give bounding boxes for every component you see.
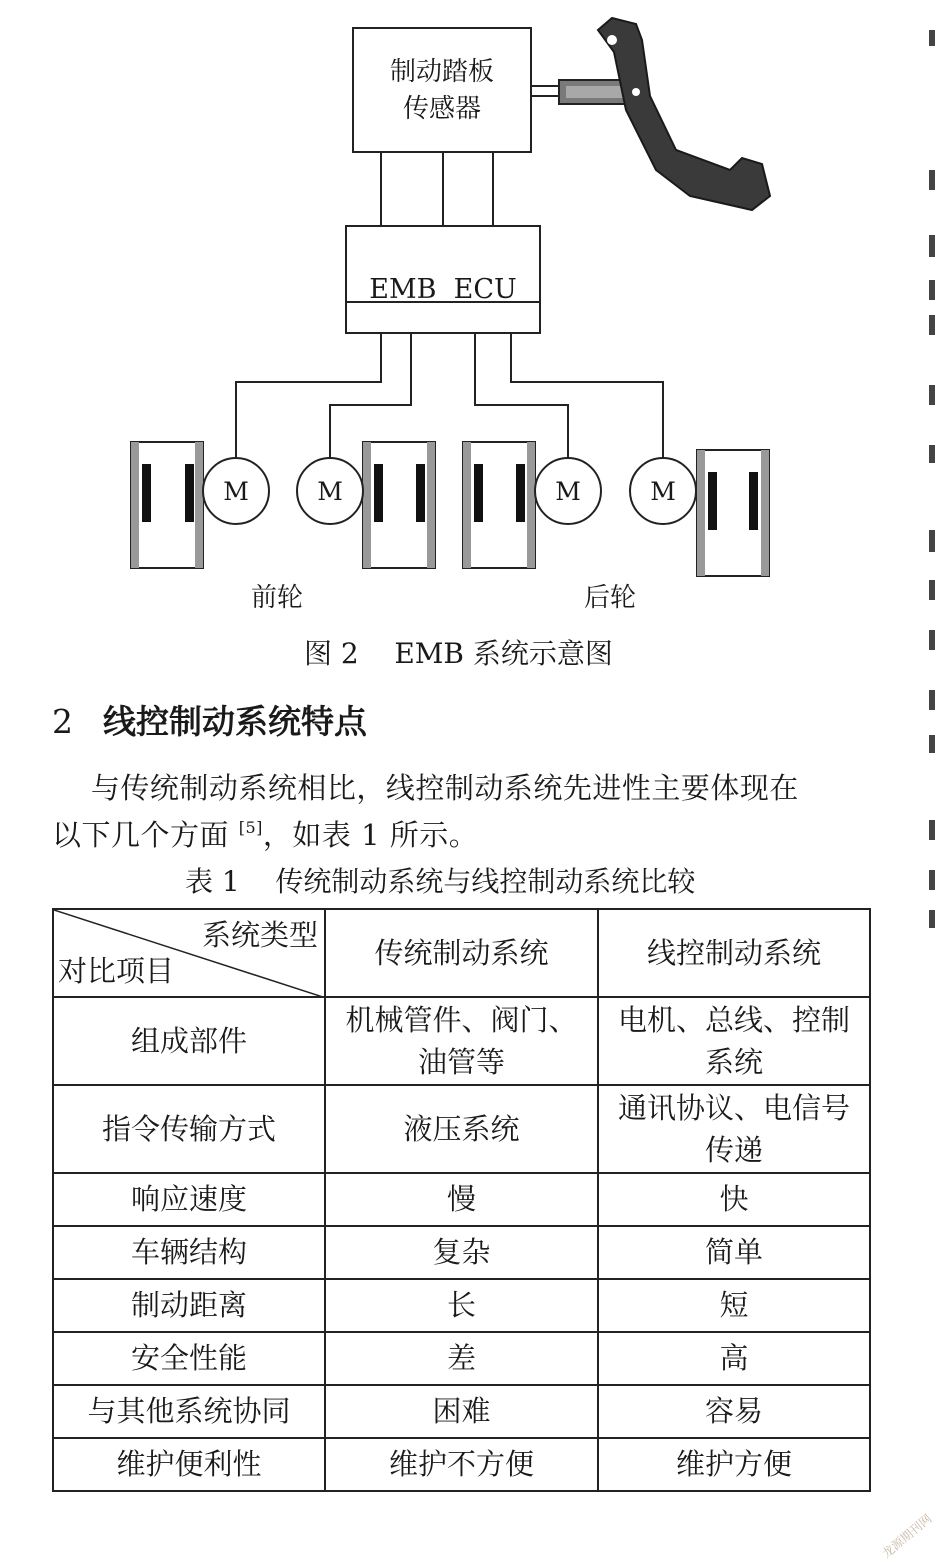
row-bywire: 维护方便 — [598, 1438, 870, 1491]
watermark: 龙源期刊网 — [879, 1511, 935, 1561]
table-row — [53, 1173, 870, 1226]
paragraph-line-1: 与传统制动系统相比，线控制动系统先进性主要体现在 — [52, 771, 799, 805]
paragraph-text: 以下几个方面 — [52, 818, 239, 852]
brake-pedal-icon — [531, 18, 770, 210]
row-traditional: 复杂 — [325, 1226, 598, 1279]
rear-wheel-label: 后轮 — [583, 583, 637, 613]
ecu-label: EMB ECU — [369, 274, 517, 305]
row-item: 指令传输方式 — [53, 1085, 325, 1173]
row-item: 车辆结构 — [53, 1226, 325, 1279]
front-wheel-label: 前轮 — [250, 583, 304, 613]
row-bywire: 容易 — [598, 1385, 870, 1438]
section-heading — [52, 702, 367, 741]
table-row — [53, 1332, 870, 1385]
row-traditional: 维护不方便 — [325, 1438, 598, 1491]
table-row — [53, 1438, 870, 1491]
row-bywire: 短 — [598, 1279, 870, 1332]
header-traditional: 传统制动系统 — [325, 909, 598, 997]
row-traditional: 机械管件、阀门、油管等 — [325, 997, 598, 1085]
header-bywire: 线控制动系统 — [598, 909, 870, 997]
paragraph-line-2 — [52, 820, 872, 850]
paragraph-text: ，如表 1 所示。 — [262, 818, 479, 852]
row-bywire: 简单 — [598, 1226, 870, 1279]
comparison-table — [52, 908, 871, 1492]
table-row — [53, 1279, 870, 1332]
table-row — [53, 997, 870, 1085]
corner-label-item: 对比项目 — [58, 953, 175, 988]
section-number: 2 — [52, 702, 73, 741]
row-traditional: 差 — [325, 1332, 598, 1385]
table-corner-cell — [53, 909, 325, 997]
motor-label: M — [555, 477, 581, 506]
table-row — [53, 1385, 870, 1438]
row-item: 组成部件 — [53, 997, 325, 1085]
row-bywire: 电机、总线、控制系统 — [598, 997, 870, 1085]
row-traditional: 困难 — [325, 1385, 598, 1438]
row-bywire: 高 — [598, 1332, 870, 1385]
row-traditional: 长 — [325, 1279, 598, 1332]
motor-label: M — [317, 477, 343, 506]
section-title: 线控制动系统特点 — [103, 702, 367, 741]
emb-system-diagram — [0, 0, 941, 680]
sensor-label-line2: 传感器 — [402, 94, 482, 124]
row-item: 制动距离 — [53, 1279, 325, 1332]
row-traditional: 液压系统 — [325, 1085, 598, 1173]
table-row — [53, 1085, 870, 1173]
sensor-label-line1: 制动踏板 — [389, 57, 495, 87]
row-bywire: 通讯协议、电信号传递 — [598, 1085, 870, 1173]
motor-label: M — [650, 477, 676, 506]
brake-pedal-sensor-box — [353, 28, 531, 152]
wheel-front-left — [131, 442, 203, 568]
table-header-row — [53, 909, 870, 997]
table-row — [53, 1226, 870, 1279]
adjacent-column-fragment — [929, 0, 941, 940]
row-item: 维护便利性 — [53, 1438, 325, 1491]
citation: [5] — [238, 818, 263, 837]
corner-label-system-type: 系统类型 — [201, 918, 318, 952]
motor-label: M — [223, 477, 249, 506]
figure-caption: 图 2 EMB 系统示意图 — [304, 637, 613, 670]
wheel-rear-right — [697, 450, 769, 576]
wheel-front-right — [363, 442, 435, 568]
row-item: 响应速度 — [53, 1173, 325, 1226]
row-item: 与其他系统协同 — [53, 1385, 325, 1438]
row-bywire: 快 — [598, 1173, 870, 1226]
row-traditional: 慢 — [325, 1173, 598, 1226]
row-item: 安全性能 — [53, 1332, 325, 1385]
wheel-rear-left — [463, 442, 535, 568]
table-caption: 表 1 传统制动系统与线控制动系统比较 — [185, 865, 696, 898]
